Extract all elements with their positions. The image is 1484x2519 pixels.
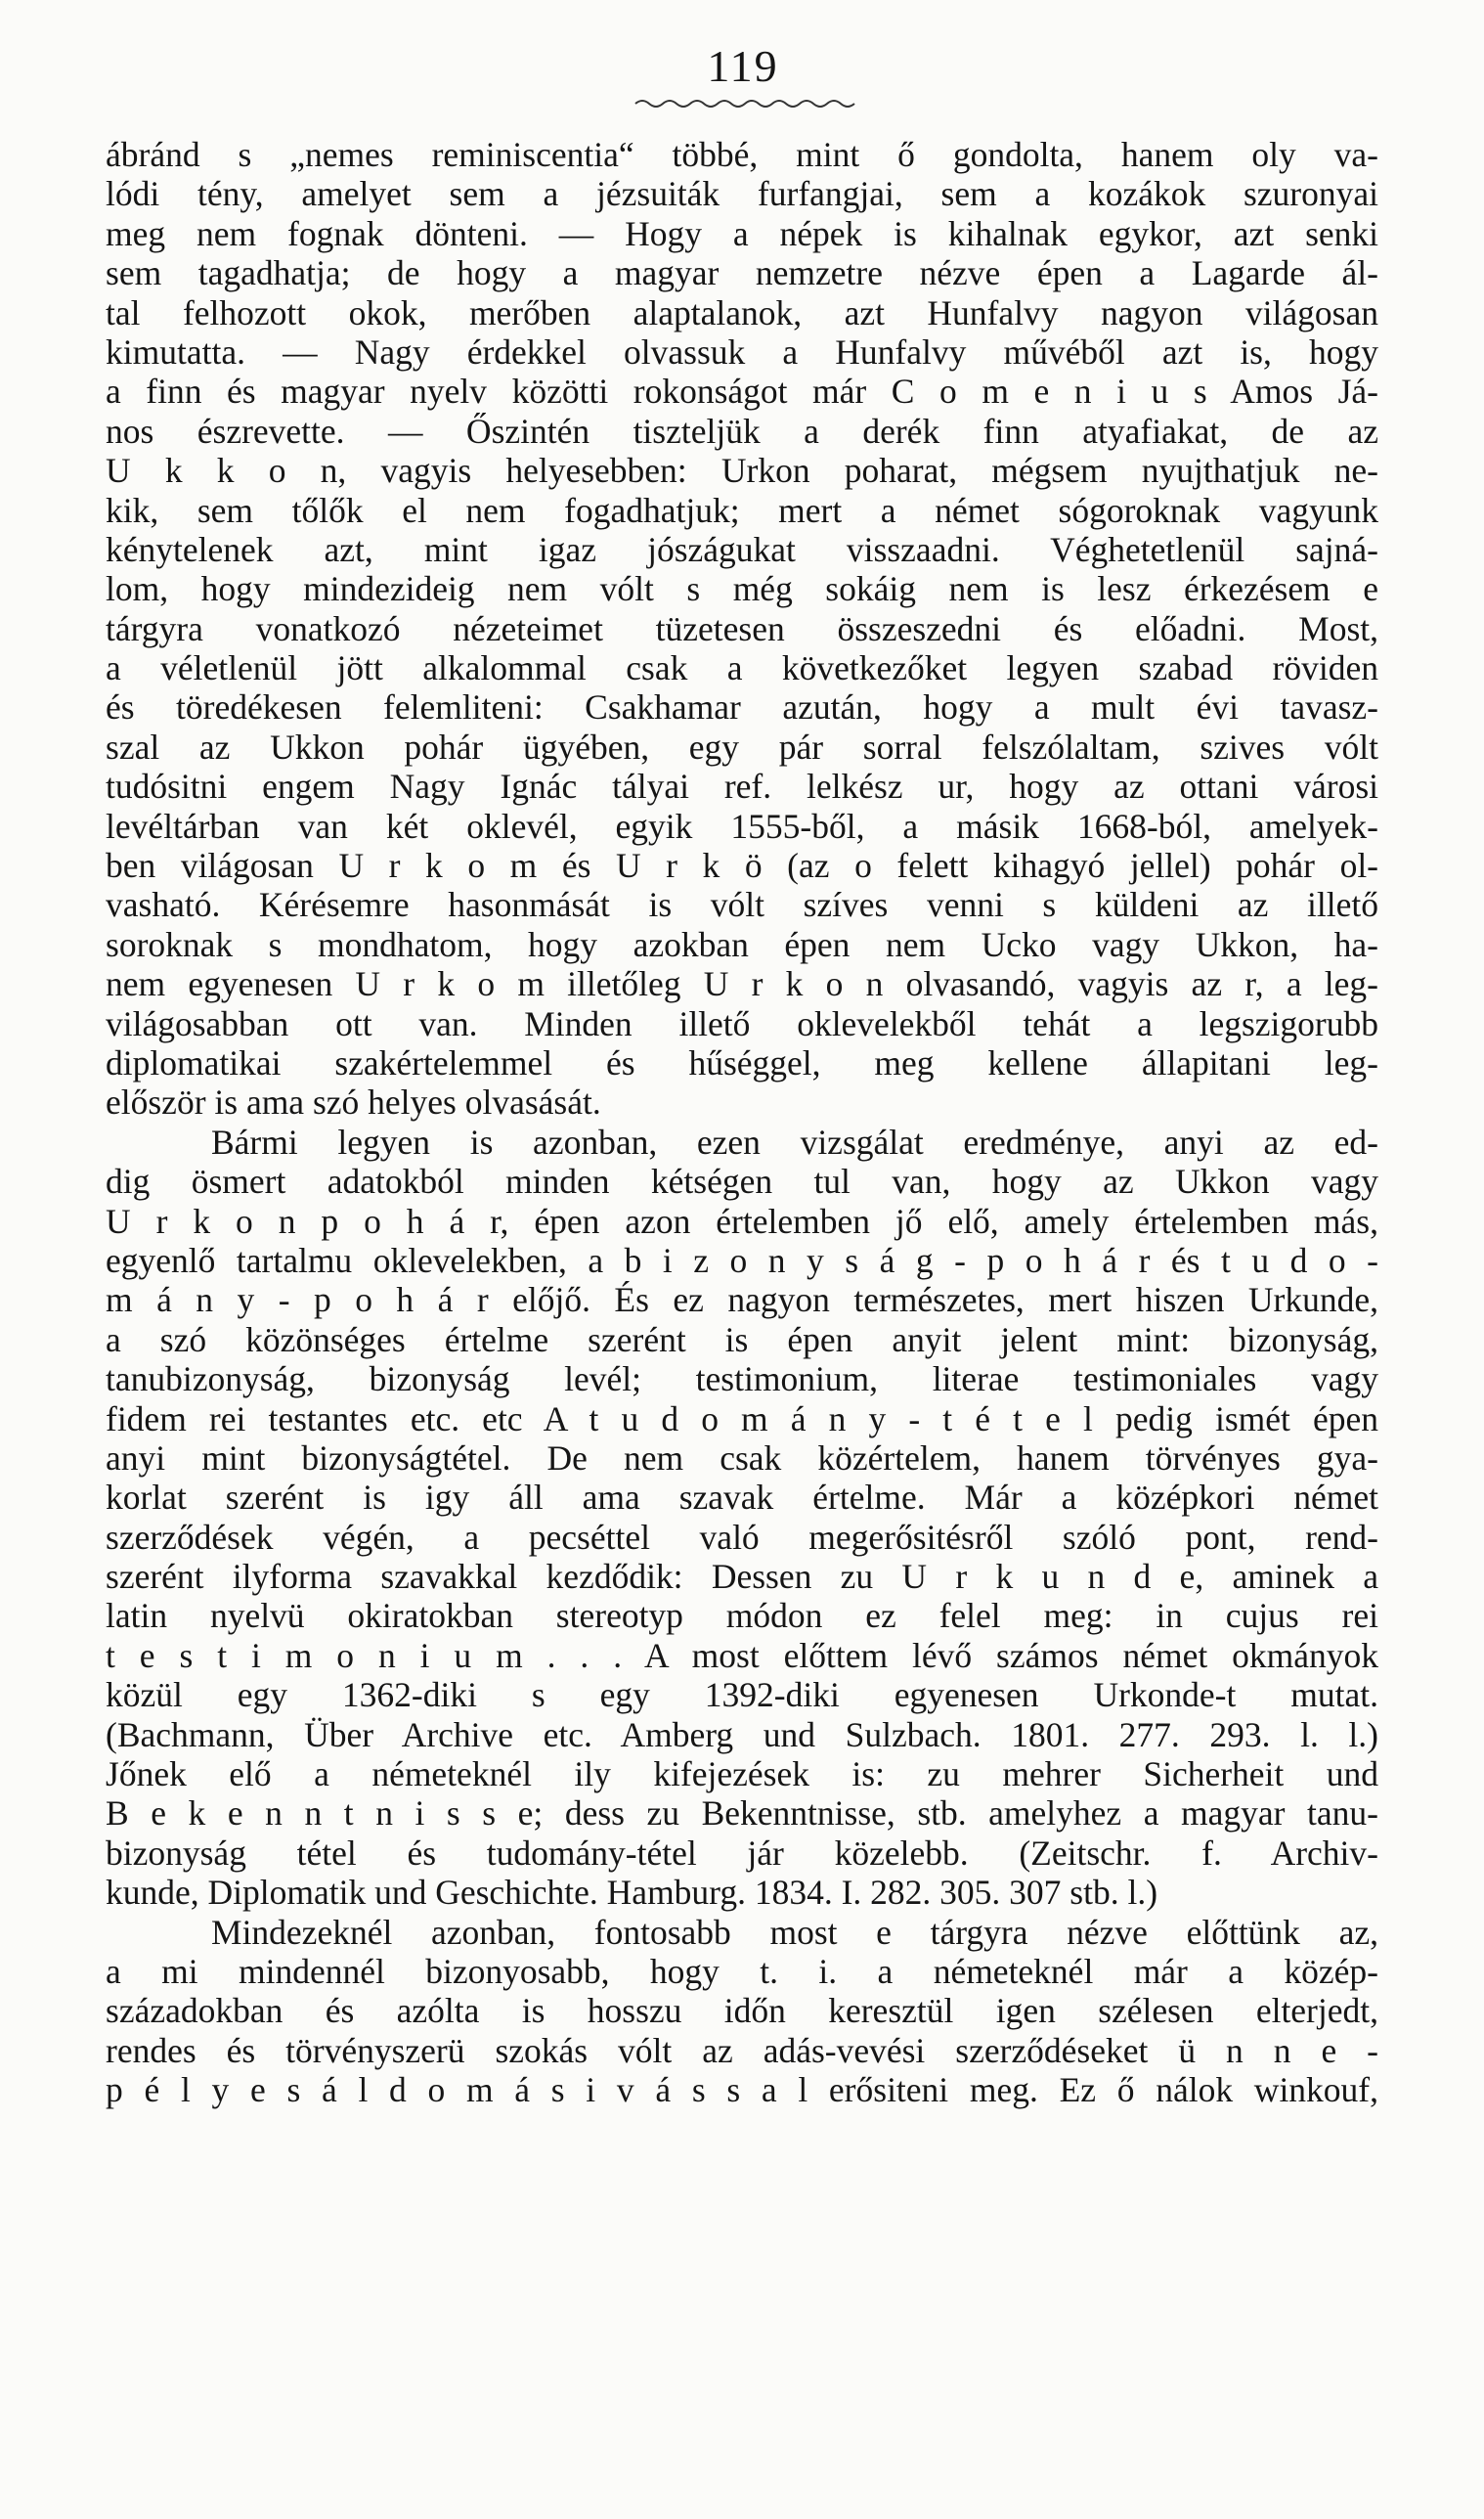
text-line: sem tagadhatja; de hogy a magyar nemzetre nézve épen a Lagarde ál- <box>106 253 1378 293</box>
text-line: századokban és azólta is hosszu időn keresztül igen szélesen elterjedt, <box>106 1991 1378 2031</box>
text-line: a finn és magyar nyelv közötti rokonságot már C o m e n i u s Amos Já- <box>106 372 1378 412</box>
text-line: latin nyelvü okiratokban stereotyp módon ez felel meg: in cujus rei <box>106 1596 1378 1636</box>
text-line: Jőnek elő a németeknél ily kifejezések is: zu mehrer Sicherheit und <box>106 1754 1378 1794</box>
text-line: szerént ilyforma szavakkal kezdődik: Dessen zu U r k u n d e, aminek a <box>106 1557 1378 1597</box>
text-line: szerződések végén, a pecséttel való megerősitésről szóló pont, rend- <box>106 1517 1378 1557</box>
text-line: lódi tény, amelyet sem a jézsuiták furfangjai, sem a kozákok szuronyai <box>106 174 1378 214</box>
text-line: kik, sem tőlők el nem fogadhatjuk; mert a német sógoroknak vagyunk <box>106 490 1378 530</box>
text-line: kénytelenek azt, mint igaz jószágukat visszaadni. Véghetetlenül sajná- <box>106 529 1378 569</box>
text-line: fidem rei testantes etc. etc A t u d o m á n y - t é t e l pedig ismét épen <box>106 1398 1378 1438</box>
paragraph <box>106 1123 1378 1913</box>
text-line: először is ama szó helyes olvasását. <box>106 1083 601 1123</box>
text-line: ábránd s „nemes reminiscentia“ többé, mint ő gondolta, hanem oly va- <box>106 135 1378 174</box>
text-line: bizonyság tétel és tudomány-tétel jár közelebb. (Zeitschr. f. Archiv- <box>106 1833 1378 1873</box>
text-line: kimutatta. — Nagy érdekkel olvassuk a Hunfalvy művéből azt is, hogy <box>106 331 1378 372</box>
page-number: 119 <box>707 41 779 91</box>
text-line: a szó közönséges értelme szerént is épen anyit jelent mint: bizonyság, <box>106 1319 1378 1359</box>
text-line: a véletlenül jött alkalommal csak a következőket legyen szabad röviden <box>106 648 1378 688</box>
text-line: (Bachmann, Über Archive etc. Amberg und Sulzbach. 1801. 277. 293. l. l.) <box>106 1714 1378 1754</box>
text-line: korlat szerént is igy áll ama szavak értelme. Már a középkori német <box>106 1478 1378 1518</box>
text-line: a mi mindennél bizonyosabb, hogy t. i. a németeknél már a közép- <box>106 1951 1378 1991</box>
text-line: tudósitni engem Nagy Ignác tályai ref. lelkész ur, hogy az ottani városi <box>106 767 1378 807</box>
text-line: tal felhozott okok, merőben alaptalanok, azt Hunfalvy nagyon világosan <box>106 292 1378 332</box>
text-line: közül egy 1362-diki s egy 1392-diki egyenesen Urkonde-t mutat. <box>106 1675 1378 1715</box>
text-line: nos észrevette. — Őszintén tiszteljük a derék finn atyafiakat, de az <box>106 411 1378 451</box>
text-line: U k k o n, vagyis helyesebben: Urkon poharat, mégsem nyujthatjuk ne- <box>106 451 1378 491</box>
text-line: tanubizonyság, bizonyság levél; testimonium, literae testimoniales vagy <box>106 1359 1378 1399</box>
text-line: soroknak s mondhatom, hogy azokban épen nem Ucko vagy Ukkon, ha- <box>106 924 1378 964</box>
text-line: nem egyenesen U r k o m illetőleg U r k o n olvasandó, vagyis az r, a leg- <box>106 964 1378 1004</box>
text-line: levéltárban van két oklevél, egyik 1555-ből, a másik 1668-ból, amelyek- <box>106 806 1378 846</box>
text-line: Bármi legyen is azonban, ezen vizsgálat eredménye, anyi az ed- <box>211 1122 1378 1162</box>
text-line: p é l y e s á l d o m á s i v á s s a l erősiteni meg. Ez ő nálok winkouf, <box>106 2070 1378 2110</box>
text-line: kunde, Diplomatik und Geschichte. Hamburg. 1834. I. 282. 305. 307 stb. l.) <box>106 1873 1158 1913</box>
body-text <box>106 135 1378 2110</box>
text-line: rendes és törvényszerü szokás vólt az adás-vevési szerződéseket ü n n e - <box>106 2030 1378 2070</box>
text-line: tárgyra vonatkozó nézeteimet tüzetesen összeszedni és előadni. Most, <box>106 608 1378 648</box>
text-line: Mindezeknél azonban, fontosabb most e tárgyra nézve előttünk az, <box>211 1912 1378 1952</box>
text-line: szal az Ukkon pohár ügyében, egy pár sorral felszólaltam, szives vólt <box>106 727 1378 767</box>
paragraph <box>106 1913 1378 2110</box>
text-line: t e s t i m o n i u m . . . A most előttem lévő számos német okmányok <box>106 1635 1378 1675</box>
text-line: B e k e n n t n i s s e; dess zu Bekenntnisse, stb. amelyhez a magyar tanu- <box>106 1793 1378 1834</box>
text-line: dig ösmert adatokból minden kétségen tul van, hogy az Ukkon vagy <box>106 1162 1378 1202</box>
text-line: anyi mint bizonyságtétel. De nem csak közértelem, hanem törvényes gya- <box>106 1437 1378 1478</box>
text-line: m á n y - p o h á r előjő. És ez nagyon természetes, mert hiszen Urkunde, <box>106 1280 1378 1320</box>
paragraph <box>106 135 1378 1123</box>
text-line: világosabban ott van. Minden illető oklevelekből tehát a legszigorubb <box>106 1003 1378 1043</box>
text-line: egyenlő tartalmu oklevelekben, a b i z o n y s á g - p o h á r és t u d o - <box>106 1240 1378 1280</box>
text-line: és töredékesen felemliteni: Csakhamar azután, hogy a mult évi tavasz- <box>106 687 1378 728</box>
text-line: diplomatikai szakértelemmel és hűséggel, meg kellene állapitani leg- <box>106 1042 1378 1083</box>
text-line: ben világosan U r k o m és U r k ö (az o felett kihagyó jellel) pohár ol- <box>106 846 1378 886</box>
wavy-ornament-icon <box>631 94 865 117</box>
text-line: vasható. Kérésemre hasonmását is vólt szíves venni s küldeni az illető <box>106 885 1378 925</box>
text-line: U r k o n p o h á r, épen azon értelemben jő elő, amely értelemben más, <box>106 1201 1378 1241</box>
text-line: meg nem fognak dönteni. — Hogy a népek is kihalnak egykor, azt senki <box>106 213 1378 253</box>
text-line: lom, hogy mindezideig nem vólt s még sokáig nem is lesz érkezésem e <box>106 569 1378 609</box>
